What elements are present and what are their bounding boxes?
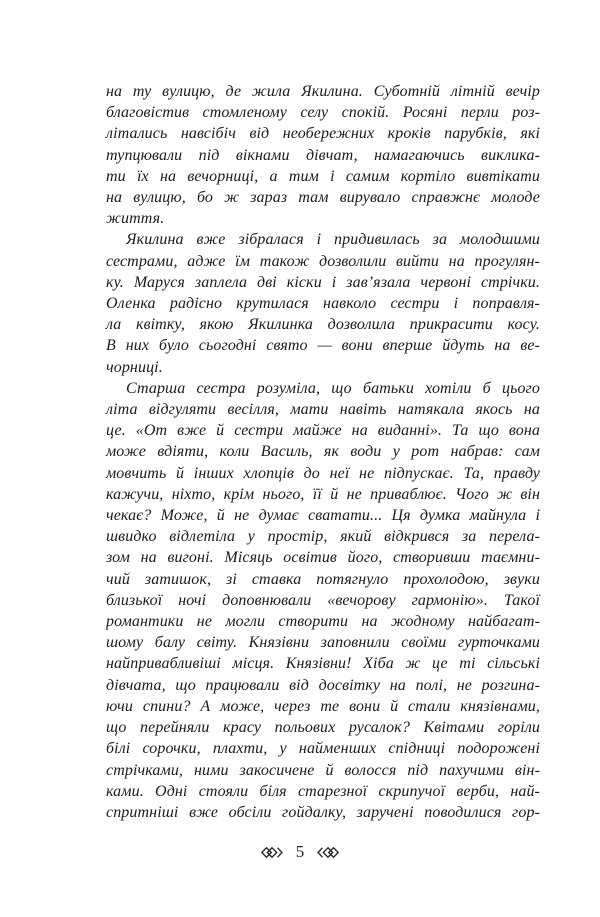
text-line: близької ночі доповнювали «вечорову гармонію». Такої [106, 591, 540, 609]
text-line: шому балу світу. Князівни заповнили своїми гурточками [106, 634, 540, 652]
text-line: найпривабливіші місця. Князівни! Хіба ж це ті сільські [106, 655, 540, 673]
text-line: чий затишок, зі ставка потягнуло прохолодою, звуки [106, 570, 540, 588]
text-line: стрічками, ними закосичене й волосся під пахучими він- [106, 761, 540, 779]
diamond-chain-ornament-right-icon [317, 847, 339, 858]
page-number: 5 [295, 842, 305, 861]
paragraph-3 [106, 378, 540, 823]
text-line: Оленка радісно крутилася навколо сестри і поправля- [106, 295, 540, 313]
page-footer [0, 842, 600, 862]
paragraph-1 [106, 81, 540, 229]
text-line: тупцювали під вікнами дівчат, намагаючись виклика- [106, 146, 540, 164]
text-line: благовістив стомленому селу спокій. Росяні перли роз- [106, 104, 540, 122]
text-line: чекає? Може, й не думає сватати... Ця думка майнула і [106, 507, 540, 525]
text-line: на вулицю, бо ж зараз там вирувало справжнє молоде [106, 189, 540, 207]
text-line: ти їх на вечорниці, а тим і самим кортіло вивтікати [106, 167, 540, 185]
text-line: кажучи, ніхто, крім нього, її й не приваблює. Чого ж він [106, 485, 540, 503]
page-text [106, 81, 540, 823]
text-line: дівчата, що працювали від досвітку на полі, не розгина- [106, 676, 540, 694]
paragraph-2 [106, 229, 540, 377]
text-line: що перейняли красу польових русалок? Квітами горіли [106, 719, 540, 737]
text-line: це. «От вже й сестри майже на виданні». Та що вона [106, 422, 540, 440]
text-line: Якилина вже зібралася і придивилась за молодшими [126, 231, 540, 249]
text-line: на ту вулицю, де жила Якилина. Суботній літній вечір [106, 83, 540, 100]
text-line: може вдіяти, коли Василь, як води у рот набрав: сам [106, 443, 540, 461]
text-line: В них було сьогодні свято — вони вперше йдуть на ве- [106, 337, 540, 355]
text-line: ла квітку, якою Якилинка дозволила прикрасити косу. [106, 316, 540, 334]
text-line: ками. Одні стояли біля старезної скрипучої верби, най- [106, 782, 540, 800]
text-line: літа відгуляти весілля, мати навіть натякала якось на [106, 401, 540, 419]
text-line: романтики не могли створити на жодному найбагат- [106, 613, 540, 631]
text-line: літались навсібіч від необережних кроків парубків, які [106, 125, 540, 143]
text-line: зом на вигоні. Місяць освітив його, створивши таємни- [106, 549, 540, 567]
text-line: ку. Маруся заплела дві кіски і зав’язала червоні стрічки. [106, 273, 540, 291]
text-line: чорниці. [106, 358, 163, 376]
diamond-chain-ornament-left-icon [261, 847, 283, 858]
text-line: білі сорочки, плахти, у найменших спідниці подорожені [106, 740, 540, 758]
text-line: Старша сестра розуміла, що батьки хотіли б цього [126, 379, 540, 397]
text-line: швидко відлетіла у простір, який відкрився за перела- [106, 528, 540, 546]
text-line: мовчить й інших хлопців до неї не підпускає. Та, правду [106, 464, 540, 482]
text-line: ючи спини? А може, через те вони й стали князівнами, [106, 697, 540, 715]
text-line: сестрами, адже їм також дозволили вийти на прогулян- [106, 252, 540, 270]
text-line: спритніші вже обсіли гойдалку, заручені поводилися гор- [106, 803, 540, 821]
text-line: життя. [106, 210, 165, 228]
